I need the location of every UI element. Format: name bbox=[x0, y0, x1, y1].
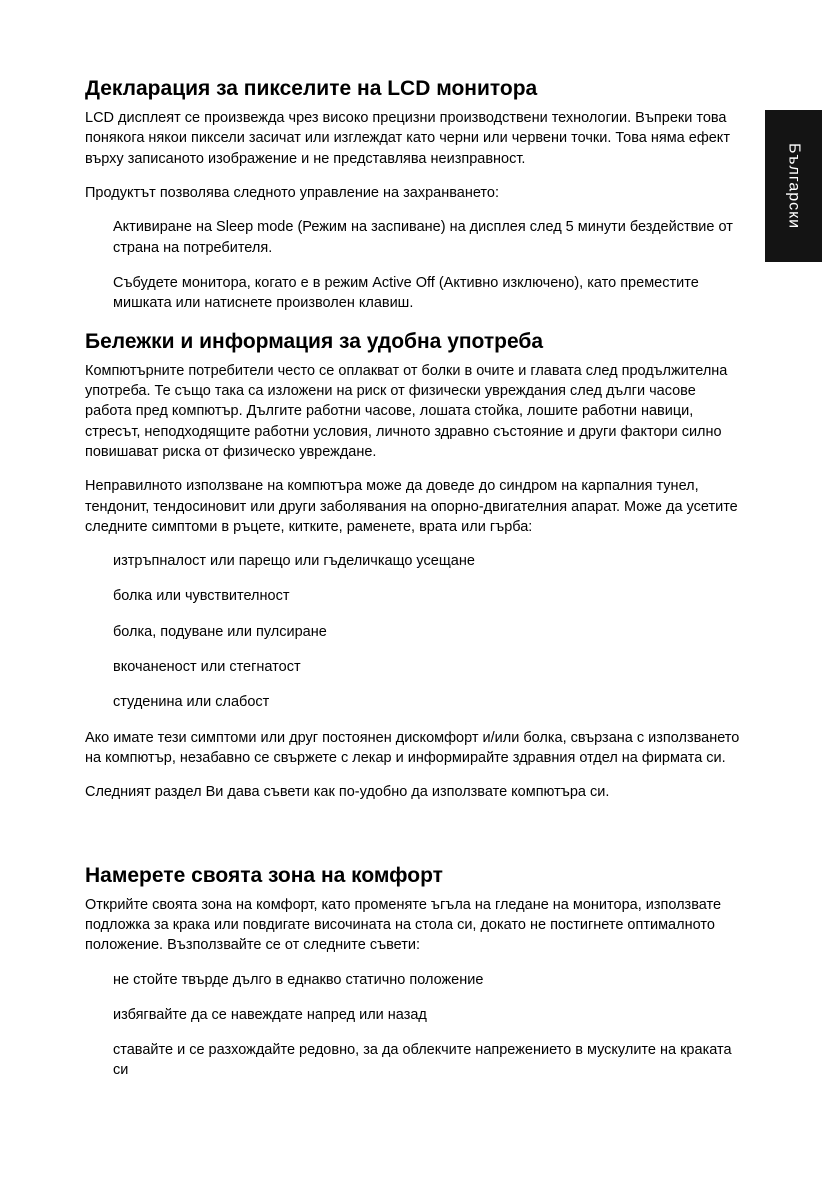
section-comfort-zone bbox=[85, 817, 743, 1081]
section-lcd-pixel-declaration bbox=[85, 76, 743, 314]
section-title: Намерете своята зона на комфорт bbox=[85, 863, 443, 887]
section-title: Декларация за пикселите на LCD монитора bbox=[85, 77, 538, 100]
indented-item: Активиране на Sleep mode (Режим на заспиване) на дисплея след 5 минути бездействие от страна на потребителя. bbox=[113, 219, 733, 256]
paragraph: Следният раздел Ви дава съвети как по-удобно да използвате компютъра си. bbox=[85, 784, 610, 801]
indented-item: изтръпналост или парещо или гъделичкащо усещане bbox=[113, 553, 475, 570]
section-title: Бележки и информация за удобна употреба bbox=[85, 329, 544, 353]
section-comfort-notes bbox=[85, 329, 743, 803]
language-tab-label: Български bbox=[785, 142, 803, 230]
document-content bbox=[85, 76, 743, 1096]
language-tab bbox=[765, 110, 822, 262]
indented-item: избягвайте да се навеждате напред или назад bbox=[113, 1006, 427, 1023]
paragraph: Продуктът позволява следното управление на захранването: bbox=[85, 185, 499, 202]
paragraph: Компютърните потребители често се оплакват от болки в очите и главата след продължителна употреба. Те също така са изложени на риск от физически увреждания след дълги часове работа пред компютър. Дългите работни часове, лошата стойка, лошите работни навици, стресът, неподходящите работни условия, личното здравно състояние и други фактори силно повишават риска от физическо увреждане. bbox=[85, 362, 728, 460]
indented-item: ставайте и се разхождайте редовно, за да облекчите напрежението в мускулите на краката си bbox=[113, 1042, 732, 1079]
indented-item: Събудете монитора, когато е в режим Active Off (Активно изключено), като преместите мишката или натиснете произволен клавиш. bbox=[113, 274, 699, 312]
paragraph: Ако имате тези симптоми или друг постоянен дискомфорт и/или болка, свързана с използването на компютър, незабавно се свържете с лекар и информирайте здравния отдел на фирмата си. bbox=[85, 729, 740, 766]
paragraph: LCD дисплеят се произвежда чрез високо прецизни производствени технологии. Въпреки това понякога някои пиксели засичат или изглеждат като черни или червени точки. Това няма ефект върху записаното изображение и не представлява неизправност. bbox=[85, 110, 730, 167]
indented-item: студенина или слабост bbox=[113, 694, 270, 711]
indented-item: не стойте твърде дълго в еднакво статично положение bbox=[113, 971, 484, 988]
indented-item: болка, подуване или пулсиране bbox=[113, 623, 327, 640]
paragraph: Открийте своята зона на комфорт, като променяте ъгъла на гледане на монитора, използвате подложка за крака или повдигате височината на стола си, докато не постигнете оптималното положение. Възползвайте се от следните съвети: bbox=[85, 896, 722, 954]
indented-item: болка или чувствителност bbox=[113, 588, 290, 605]
paragraph: Неправилното използване на компютъра може да доведе до синдром на карпалния тунел, тендонит, тендосиновит или други заболявания на опорно-двигателния апарат. Може да усетите следните симптоми в ръцете, китките, раменете, врата или гърба: bbox=[85, 478, 738, 535]
indented-item: вкочаненост или стегнатост bbox=[113, 659, 301, 676]
